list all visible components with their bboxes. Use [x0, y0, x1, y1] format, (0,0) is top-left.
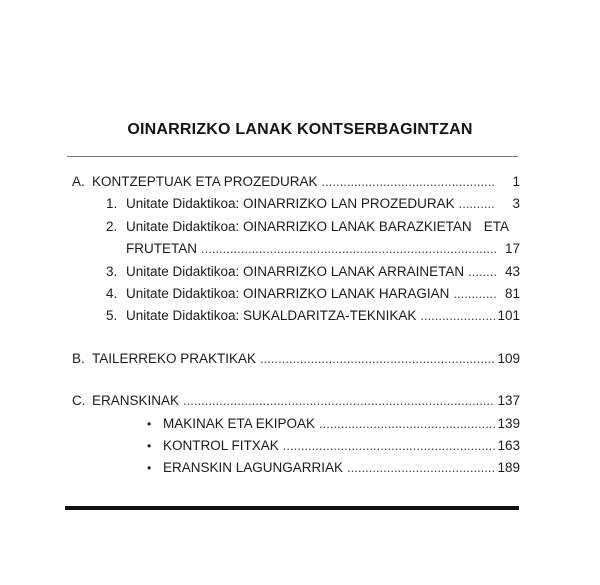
dot-leader — [468, 261, 496, 283]
toc-entry-a — [72, 171, 520, 193]
page-title: OINARRIZKO LANAK KONTSERBAGINTZAN — [127, 121, 473, 138]
toc-entry-2-line2 — [72, 238, 520, 260]
toc-entry-label: FRUTETAN — [126, 241, 197, 257]
toc-entry-label: Unitate Didaktikoa: SUKALDARITZA-TEKNIKAK — [126, 308, 417, 324]
toc-entry-label: Unitate Didaktikoa: OINARRIZKO LANAK ARRAINETAN — [126, 263, 465, 279]
toc-entry-page: 101 — [497, 308, 520, 324]
dot-leader — [347, 457, 495, 479]
toc-entry-page: 189 — [497, 460, 520, 476]
footer-rule — [65, 506, 519, 510]
toc-entry-page: 3 — [512, 196, 520, 212]
toc-entry-prefix: 4. — [106, 286, 118, 302]
toc-entry-label: Unitate Didaktikoa: OINARRIZKO LANAK HARAGIAN — [126, 286, 450, 302]
toc-entry-prefix: A. — [72, 174, 85, 189]
toc-entry-label-continued: ETA — [483, 218, 509, 234]
table-of-contents — [72, 171, 520, 480]
toc-entry-label: ERANSKIN LAGUNGARRIAK — [163, 460, 344, 476]
toc-entry-label: MAKINAK ETA EKIPOAK — [163, 415, 316, 431]
toc-entry-label: KONTZEPTUAK ETA PROZEDURAK — [92, 174, 318, 189]
toc-entry-page: 17 — [504, 241, 520, 257]
toc-entry-bullet-3 — [72, 457, 520, 479]
dot-leader — [420, 305, 495, 327]
dot-leader — [319, 413, 495, 435]
toc-entry-1 — [72, 193, 520, 215]
dot-leader — [201, 238, 496, 260]
toc-entry-2-line1 — [72, 216, 520, 238]
toc-entry-label: KONTROL FITXAK — [163, 438, 279, 454]
toc-entry-label: ERANSKINAK — [92, 393, 180, 409]
toc-entry-page: 43 — [504, 263, 520, 279]
toc-entry-prefix: 2. — [106, 218, 118, 234]
toc-entry-bullet-1 — [72, 413, 520, 435]
toc-entry-page: 81 — [504, 286, 520, 302]
toc-entry-label: TAILERREKO PRAKTIKAK — [92, 350, 257, 366]
toc-entry-b — [72, 348, 520, 370]
toc-entry-prefix: B. — [72, 350, 85, 366]
bullet-icon: • — [147, 416, 152, 431]
toc-entry-4 — [72, 283, 520, 305]
dot-leader — [322, 171, 496, 193]
toc-entry-page: 109 — [497, 350, 520, 366]
bullet-icon: • — [147, 439, 152, 454]
toc-entry-page: 163 — [497, 438, 520, 454]
dot-leader — [260, 348, 495, 370]
bullet-icon: • — [147, 461, 152, 476]
title-rule — [67, 156, 518, 157]
toc-entry-page: 139 — [497, 415, 520, 431]
toc-entry-5 — [72, 305, 520, 327]
toc-entry-prefix: 1. — [106, 196, 118, 212]
dot-leader — [459, 193, 496, 215]
toc-entry-page: 137 — [497, 393, 520, 409]
toc-entry-prefix: 3. — [106, 263, 118, 279]
toc-entry-label: Unitate Didaktikoa: OINARRIZKO LAN PROZEDURAK — [126, 196, 455, 212]
toc-entry-page: 1 — [512, 174, 520, 189]
dot-leader — [283, 435, 496, 457]
toc-entry-c — [72, 390, 520, 412]
toc-entry-label: Unitate Didaktikoa: OINARRIZKO LANAK BARAZKIETAN — [126, 218, 472, 234]
dot-leader — [183, 390, 495, 412]
toc-entry-prefix: C. — [72, 393, 86, 409]
dot-leader — [453, 283, 496, 305]
toc-entry-bullet-2 — [72, 435, 520, 457]
toc-entry-prefix: 5. — [106, 308, 118, 324]
toc-entry-3 — [72, 261, 520, 283]
